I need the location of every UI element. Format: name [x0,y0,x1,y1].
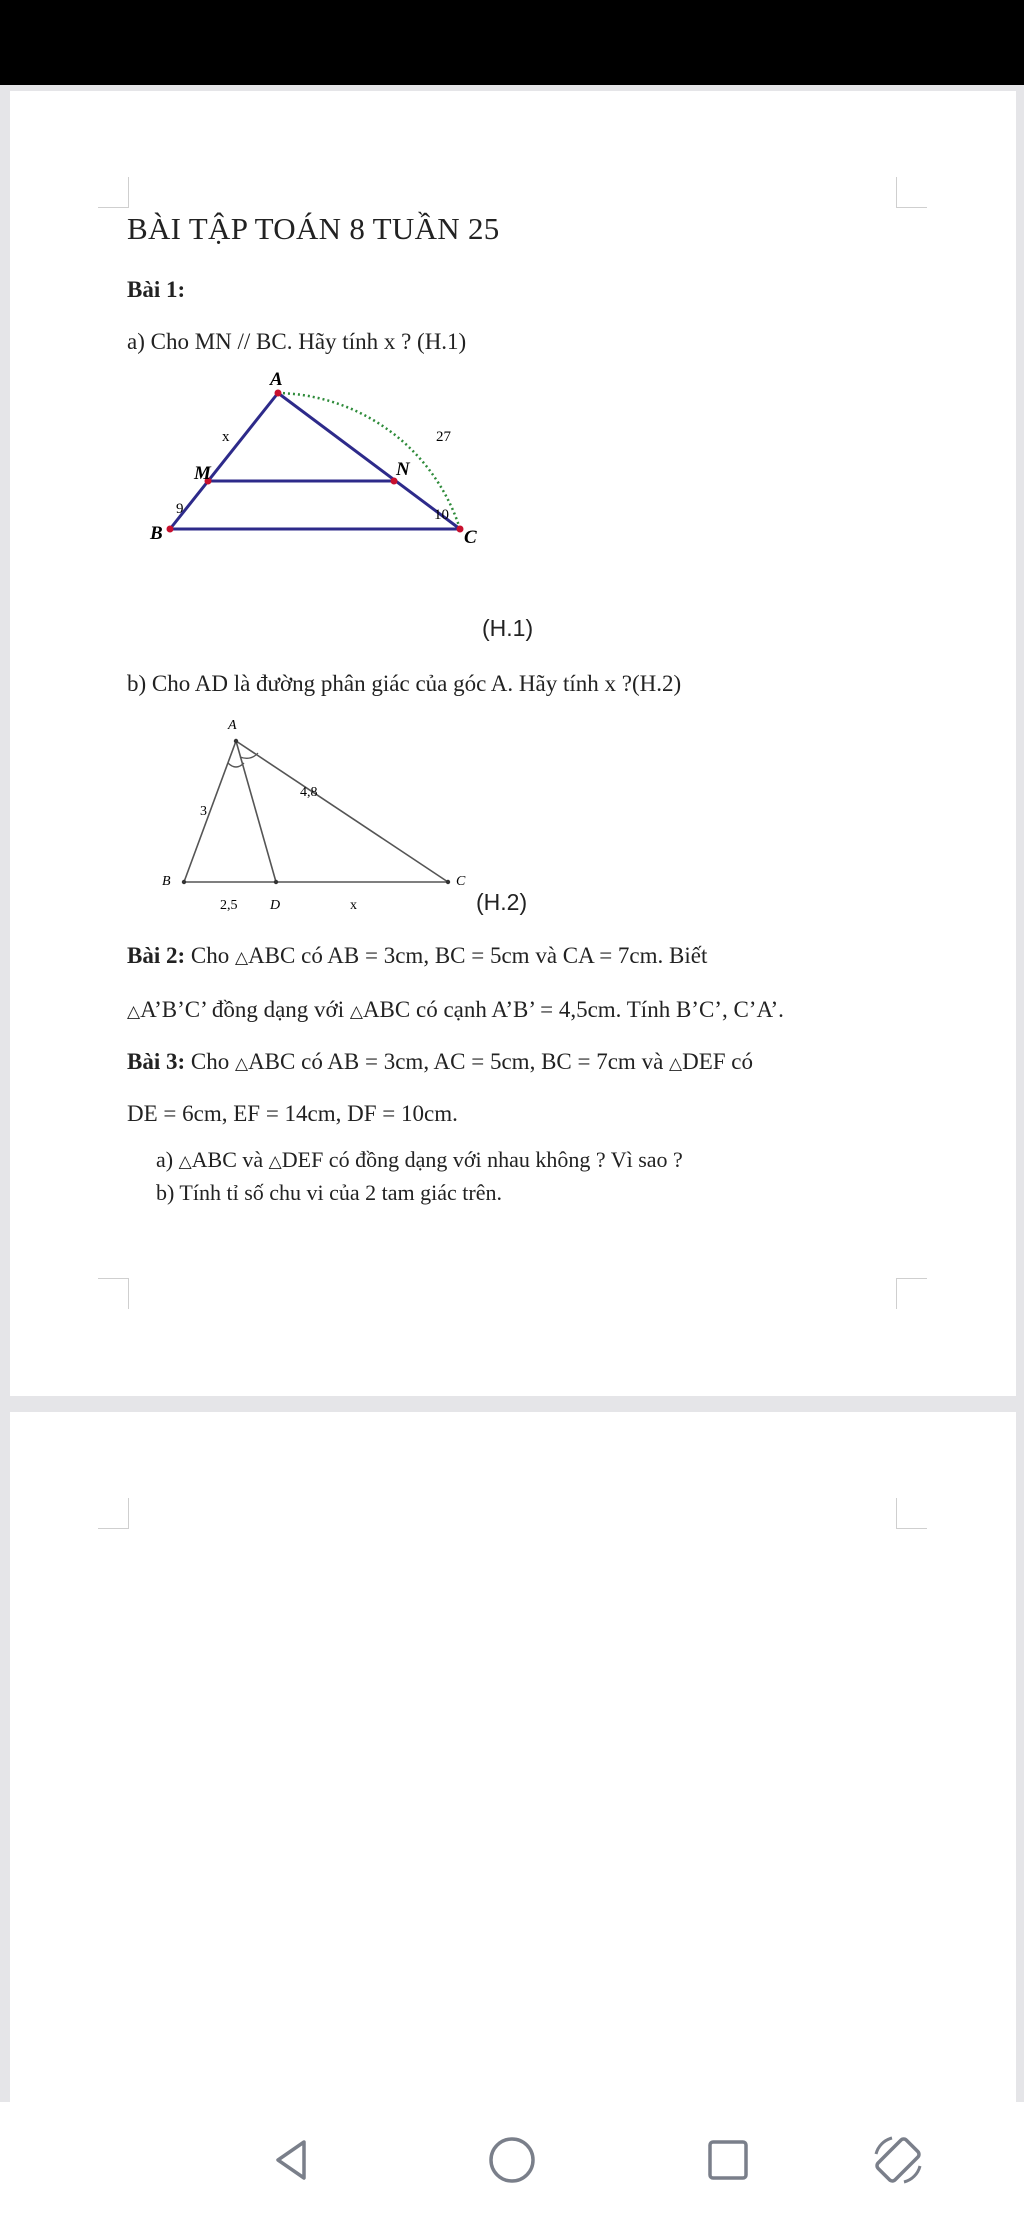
back-icon [268,2136,316,2184]
bai1-heading: Bài 1: [127,277,186,302]
label-m: M [194,463,211,484]
segment-ad [236,741,276,882]
point-a2 [234,739,238,743]
caption-h2: (H.2) [476,889,528,915]
label-4-8: 4,8 [300,785,318,800]
rotate-icon [870,2132,926,2188]
bai3-line-1: Bài 3: Cho △ABC có AB = 3cm, AC = 5cm, BC = 7cm và △DEF có [127,1049,754,1074]
home-button[interactable] [474,2122,550,2198]
segment-ac2 [236,741,448,882]
bai1-part-a: a) Cho MN // BC. Hãy tính x ? (H.1) [127,329,467,354]
page-margin-corner-bottom-left [98,1278,129,1309]
segment-ab [170,393,278,529]
point-c2 [446,880,450,884]
segment-ac [278,393,460,529]
label-10: 10 [434,507,449,523]
label-9: 9 [176,501,184,517]
recents-icon [704,2136,752,2184]
bai1-part-b: b) Cho AD là đường phân giác của góc A. Hãy tính x ?(H.2) [127,671,682,696]
document-page-1[interactable] [10,91,1016,1396]
label-a2: A [228,718,237,733]
label-x: x [222,429,230,445]
bai3-line-2: DE = 6cm, EF = 14cm, DF = 10cm. [127,1101,458,1126]
segment-ab2 [184,741,236,882]
home-icon [486,2134,538,2186]
page-margin-corner-top-right [896,177,927,208]
bai2-line-2: △A’B’C’ đồng dạng với △ABC có cạnh A’B’ = 4,5cm. Tính B’C’, C’A’. [127,997,784,1022]
page-margin-corner-top-right [896,1498,927,1529]
document-title: BÀI TẬP TOÁN 8 TUẦN 25 [127,211,500,246]
label-3: 3 [200,804,207,819]
recents-button[interactable] [690,2122,766,2198]
label-x2: x [350,898,357,913]
caption-h1: (H.1) [482,615,534,641]
bai3-item-a: a) △ABC và △DEF có đồng dạng với nhau không ? Vì sao ? [156,1147,683,1172]
label-a: A [270,369,283,390]
page-margin-corner-top-left [98,177,129,208]
label-c2: C [456,874,466,889]
page-margin-corner-bottom-right [896,1278,927,1309]
point-b2 [182,880,186,884]
point-c [457,526,464,533]
document-page-2[interactable] [10,1412,1016,2102]
label-b2: B [162,874,171,889]
back-button[interactable] [254,2122,330,2198]
status-bar [0,0,1024,85]
bai3-item-b: b) Tính tỉ số chu vi của 2 tam giác trên. [156,1180,503,1205]
figure-h2 [148,719,488,919]
point-a [275,390,282,397]
bai2-line-1: Bài 2: Cho △ABC có AB = 3cm, BC = 5cm và CA = 7cm. Biết [127,943,708,968]
label-2-5: 2,5 [220,898,238,913]
label-d2: D [270,898,281,913]
page-margin-corner-top-left [98,1498,129,1529]
point-b [167,526,174,533]
label-n: N [396,459,410,480]
label-c: C [464,527,477,548]
label-b: B [150,523,163,544]
navigation-bar [0,2102,1024,2217]
rotate-button[interactable] [860,2122,936,2198]
point-d2 [274,880,278,884]
label-27: 27 [436,429,451,445]
figure-h1 [150,369,490,641]
